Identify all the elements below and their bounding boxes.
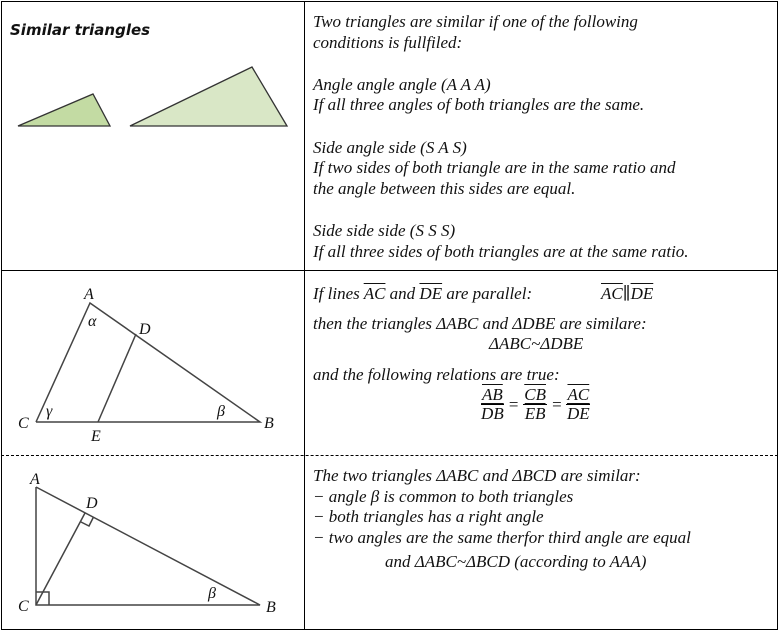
label-alpha: α	[88, 313, 97, 330]
numerator: $\overline{CB}$	[524, 385, 546, 404]
text-line: and ΔABC~ΔBCD (according to AAA)	[385, 552, 647, 571]
label-d: D	[86, 495, 98, 512]
text-line: If all three sides of both triangles are at the same ratio.	[313, 242, 689, 261]
text-line: − two angles are the same therfor third angle are equal	[313, 528, 691, 547]
text-line: The two triangles ΔABC and ΔBCD are similar:	[313, 466, 641, 485]
segment-de: $\overline{DE}$	[419, 284, 443, 303]
equals-sign: =	[551, 394, 563, 414]
text: are parallel:	[442, 284, 533, 303]
text-line: then the triangles ΔABC and ΔDBE are similare:	[313, 314, 647, 333]
label-a: A	[84, 286, 94, 303]
small-triangle	[18, 94, 110, 126]
parallel-statement	[313, 284, 532, 304]
fraction-ab-db	[481, 386, 504, 423]
numerator: $\overline{AC}$	[567, 385, 590, 404]
parallel-notation	[601, 284, 653, 304]
segment-ac: $\overline{AC}$	[363, 284, 386, 303]
fraction-ac-de	[566, 386, 590, 423]
label-b: B	[264, 415, 274, 432]
parallel-symbol: ∥	[622, 284, 631, 303]
text-line: conditions is fullfiled:	[313, 33, 463, 52]
label-gamma: γ	[46, 403, 53, 420]
text-line: the angle between this sides are equal.	[313, 179, 576, 198]
text-line: and the following relations are true:	[313, 365, 560, 384]
text: and	[385, 284, 420, 303]
large-triangle	[130, 67, 287, 126]
text-line: Angle angle angle (A A A)	[313, 75, 491, 94]
numerator: $\overline{AB}$	[482, 385, 503, 404]
text-line: If all three angles of both triangles are the same.	[313, 95, 645, 114]
similarity-statement: ΔABC~ΔDBE	[489, 334, 584, 353]
text-line: If two sides of both triangle are in the same ratio and	[313, 158, 676, 177]
label-c: C	[18, 598, 29, 615]
label-beta: β	[208, 585, 216, 602]
section-title: Similar triangles	[10, 21, 151, 39]
text-line: Side angle side (S A S)	[313, 138, 467, 157]
fraction-cb-eb	[523, 386, 547, 423]
text-line: Two triangles are similar if one of the following	[313, 12, 638, 31]
denominator: DE	[567, 404, 590, 423]
equals-sign: =	[507, 394, 520, 414]
text-line: − both triangles has a right angle	[313, 507, 544, 526]
text: If lines	[313, 284, 364, 303]
text-line: Side side side (S S S)	[313, 221, 456, 240]
segment-ac: $\overline{AC}$	[601, 284, 623, 303]
label-beta: β	[217, 403, 225, 420]
label-a: A	[30, 471, 40, 488]
denominator: DB	[481, 404, 504, 423]
label-d: D	[139, 321, 151, 338]
label-e: E	[91, 428, 101, 445]
segment-de: $\overline{DE}$	[630, 284, 654, 303]
denominator: EB	[524, 404, 546, 423]
right-triangle-figure	[36, 487, 260, 605]
ratio-equation	[481, 386, 590, 423]
label-c: C	[18, 415, 29, 432]
text-line: − angle β is common to both triangles	[313, 487, 574, 506]
label-b: B	[266, 599, 276, 616]
